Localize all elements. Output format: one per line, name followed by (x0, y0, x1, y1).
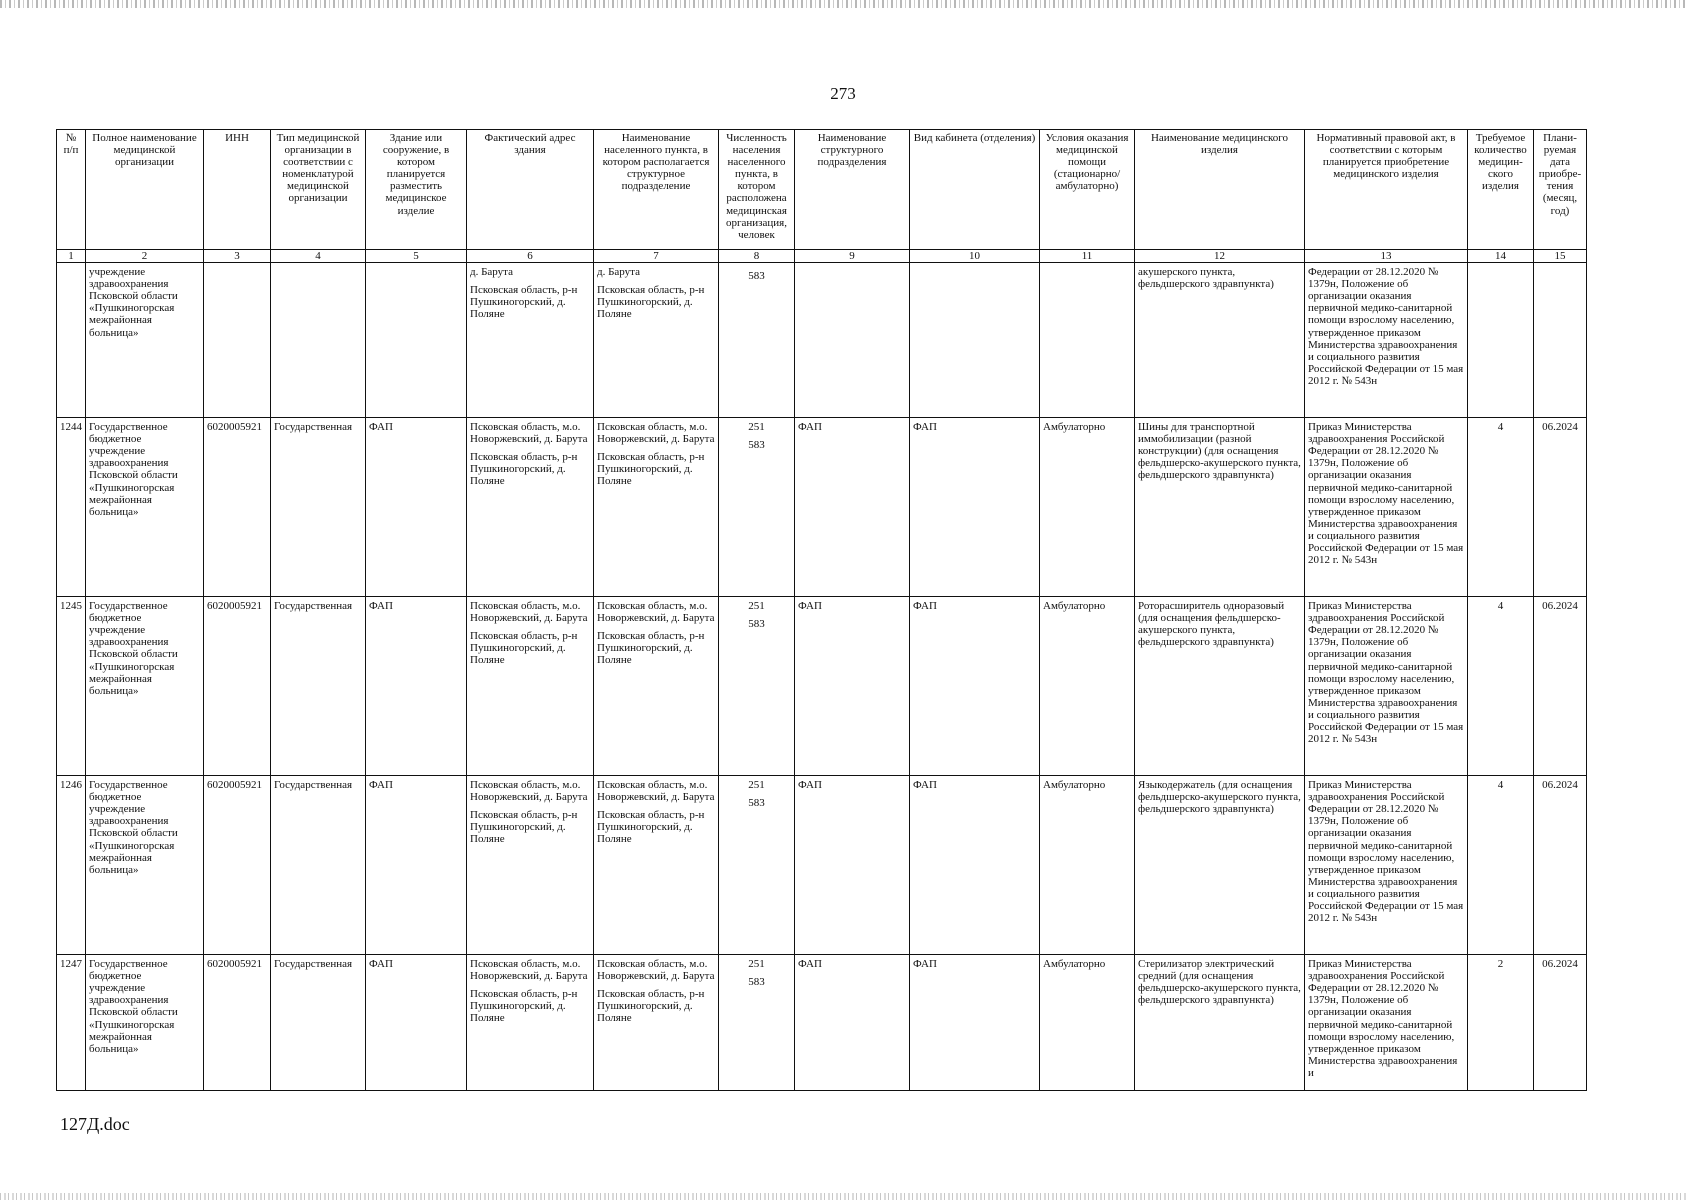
cell-population (719, 263, 795, 418)
cell-unit: ФАП (795, 955, 910, 1091)
cell-type (271, 263, 366, 418)
population-value: 583 (748, 618, 765, 631)
cell-num: 1245 (57, 597, 86, 776)
cell-settlement (594, 263, 719, 418)
column-number: 3 (204, 250, 271, 263)
cell-org: Государственное бюджетное учреждение здравоохранения Псковской области «Пушкиногорская межрайонная больница» (86, 776, 204, 955)
population-value: 583 (748, 270, 765, 283)
cell-conditions: Амбулаторно (1040, 597, 1135, 776)
cell-device: Шины для транспортной иммобилизации (разной конструкции) (для оснащения фельдшерско-акушерского пункта, фельдшерского здравпункта) (1135, 418, 1305, 597)
cell-conditions (1040, 263, 1135, 418)
column-header: Условия оказания медицинской помощи (стационарно/ амбулаторно) (1040, 130, 1135, 250)
cell-conditions: Амбулаторно (1040, 955, 1135, 1091)
cell-date: 06.2024 (1534, 955, 1587, 1091)
settlement-line: д. Барута (597, 266, 640, 279)
cell-unit: ФАП (795, 776, 910, 955)
population-value: 251 (748, 779, 765, 792)
cell-settlement (594, 597, 719, 776)
cell-address (467, 263, 594, 418)
column-number: 5 (366, 250, 467, 263)
cell-conditions: Амбулаторно (1040, 418, 1135, 597)
column-header: Наименование медицинского изделия (1135, 130, 1305, 250)
column-number: 4 (271, 250, 366, 263)
cell-inn: 6020005921 (204, 955, 271, 1091)
settlement-line: Псковская область, м.о. Новоржевский, д. Барута (597, 600, 715, 625)
cell-org: Государственное бюджетное учреждение здравоохранения Псковской области «Пушкиногорская межрайонная больница» (86, 418, 204, 597)
address-line: Псковская область, м.о. Новоржевский, д. Барута (470, 779, 588, 804)
address-line: Псковская область, р-н Пушкиногорский, д. Поляне (470, 809, 578, 846)
cell-address (467, 597, 594, 776)
column-number: 15 (1534, 250, 1587, 263)
cell-room (910, 263, 1040, 418)
table-row (57, 418, 1587, 597)
column-header: Здание или сооружение, в котором планируется разместить медицинское изделие (366, 130, 467, 250)
settlement-line: Псковская область, р-н Пушкиногорский, д. Поляне (597, 284, 705, 321)
cell-legal-act: Приказ Министерства здравоохранения Российской Федерации от 28.12.2020 № 1379н, Положение об организации оказания первичной медико-санитарной помощи взрослому населению, утвержденное приказом Министерства здравоохранения и социального развития Российской Федерации от 15 мая 2012 г. № 543н (1305, 418, 1468, 597)
cell-legal-act: Приказ Министерства здравоохранения Российской Федерации от 28.12.2020 № 1379н, Положение об организации оказания первичной медико-санитарной помощи взрослому населению, утвержденное приказом Министерства здравоохранения и (1305, 955, 1468, 1091)
cell-building: ФАП (366, 776, 467, 955)
population-value: 583 (748, 797, 765, 810)
address-line: Псковская область, м.о. Новоржевский, д. Барута (470, 600, 588, 625)
column-header: № п/п (57, 130, 86, 250)
address-line: Псковская область, р-н Пушкиногорский, д. Поляне (470, 284, 578, 321)
settlement-line: Псковская область, м.о. Новоржевский, д. Барута (597, 779, 715, 804)
column-number: 8 (719, 250, 795, 263)
cell-device: Языкодержатель (для оснащения фельдшерско-акушерского пункта, фельдшерского здравпункта) (1135, 776, 1305, 955)
cell-org: Государственное бюджетное учреждение здравоохранения Псковской области «Пушкиногорская межрайонная больница» (86, 955, 204, 1091)
cell-date: 06.2024 (1534, 597, 1587, 776)
address-line: Псковская область, м.о. Новоржевский, д. Барута (470, 958, 588, 983)
cell-settlement (594, 776, 719, 955)
scan-edge-top (0, 0, 1686, 8)
population-value: 251 (748, 421, 765, 434)
cell-population (719, 418, 795, 597)
cell-population (719, 597, 795, 776)
cell-type: Государственная (271, 955, 366, 1091)
column-header: Вид кабинета (отделения) (910, 130, 1040, 250)
settlement-line: Псковская область, м.о. Новоржевский, д. Барута (597, 958, 715, 983)
cell-date: 06.2024 (1534, 776, 1587, 955)
column-number: 1 (57, 250, 86, 263)
document-filename: 127Д.doc (60, 1114, 130, 1134)
page-number: 273 (830, 84, 856, 103)
cell-inn: 6020005921 (204, 597, 271, 776)
cell-building: ФАП (366, 418, 467, 597)
settlement-line: Псковская область, р-н Пушкиногорский, д. Поляне (597, 630, 705, 667)
population-value: 251 (748, 600, 765, 613)
cell-quantity (1468, 263, 1534, 418)
column-number: 6 (467, 250, 594, 263)
cell-device: Роторасширитель одноразовый (для оснащения фельдшерско-акушерского пункта, фельдшерского здравпункта) (1135, 597, 1305, 776)
column-number: 14 (1468, 250, 1534, 263)
cell-unit: ФАП (795, 597, 910, 776)
cell-settlement (594, 418, 719, 597)
cell-room: ФАП (910, 597, 1040, 776)
cell-device: Стерилизатор электрический средний (для оснащения фельдшерско-акушерского пункта, фельдшерского здравпункта) (1135, 955, 1305, 1091)
address-line: Псковская область, м.о. Новоржевский, д. Барута (470, 421, 588, 446)
address-line: Псковская область, р-н Пушкиногорский, д. Поляне (470, 988, 578, 1025)
cell-device: акушерского пункта, фельдшерского здравпункта) (1135, 263, 1305, 418)
table-row (57, 597, 1587, 776)
column-header: Нормативный правовой акт, в соответствии с которым планируется приобретение медицинского изделия (1305, 130, 1468, 250)
column-number-row (57, 250, 1587, 263)
cell-address (467, 776, 594, 955)
column-number: 7 (594, 250, 719, 263)
column-header: Наименование структурного подразделения (795, 130, 910, 250)
table-row (57, 776, 1587, 955)
settlement-line: Псковская область, р-н Пушкиногорский, д. Поляне (597, 809, 705, 846)
column-number: 9 (795, 250, 910, 263)
column-header: Тип медицинской организации в соответствии с номенклатурой медицинской организации (271, 130, 366, 250)
column-number: 2 (86, 250, 204, 263)
cell-address (467, 955, 594, 1091)
cell-type: Государственная (271, 418, 366, 597)
cell-quantity: 4 (1468, 776, 1534, 955)
cell-unit: ФАП (795, 418, 910, 597)
address-line: д. Барута (470, 266, 513, 279)
cell-org: Государственное бюджетное учреждение здравоохранения Псковской области «Пушкиногорская межрайонная больница» (86, 597, 204, 776)
column-header: Полное наименование медицинской организации (86, 130, 204, 250)
address-line: Псковская область, р-н Пушкиногорский, д. Поляне (470, 630, 578, 667)
cell-room: ФАП (910, 955, 1040, 1091)
cell-room: ФАП (910, 418, 1040, 597)
column-header: Численность населения населенного пункта, в котором расположена медицинская организация, человек (719, 130, 795, 250)
cell-building (366, 263, 467, 418)
cell-unit (795, 263, 910, 418)
scan-edge-bottom (0, 1193, 1686, 1200)
cell-type: Государственная (271, 597, 366, 776)
cell-building: ФАП (366, 955, 467, 1091)
column-number: 10 (910, 250, 1040, 263)
cell-conditions: Амбулаторно (1040, 776, 1135, 955)
column-header: Фактический адрес здания (467, 130, 594, 250)
column-number: 13 (1305, 250, 1468, 263)
settlement-line: Псковская область, р-н Пушкиногорский, д. Поляне (597, 451, 705, 488)
column-header: Требуемое количество медицин-ского изделия (1468, 130, 1534, 250)
address-line: Псковская область, р-н Пушкиногорский, д. Поляне (470, 451, 578, 488)
cell-address (467, 418, 594, 597)
cell-inn: 6020005921 (204, 418, 271, 597)
population-value: 583 (748, 439, 765, 452)
cell-settlement (594, 955, 719, 1091)
cell-population (719, 955, 795, 1091)
table-row (57, 955, 1587, 1091)
cell-num: 1246 (57, 776, 86, 955)
continuation-row (57, 263, 1587, 418)
header-row (57, 130, 1587, 250)
cell-date (1534, 263, 1587, 418)
column-header: Наименование населенного пункта, в котором располагается структурное подразделение (594, 130, 719, 250)
cell-room: ФАП (910, 776, 1040, 955)
cell-legal-act: Приказ Министерства здравоохранения Российской Федерации от 28.12.2020 № 1379н, Положение об организации оказания первичной медико-санитарной помощи взрослому населению, утвержденное приказом Министерства здравоохранения и социального развития Российской Федерации от 15 мая 2012 г. № 543н (1305, 597, 1468, 776)
population-value: 251 (748, 958, 765, 971)
cell-quantity: 4 (1468, 418, 1534, 597)
cell-org: учреждение здравоохранения Псковской области «Пушкиногорская межрайонная больница» (86, 263, 204, 418)
cell-type: Государственная (271, 776, 366, 955)
cell-quantity: 2 (1468, 955, 1534, 1091)
equipment-registry-table (56, 129, 1587, 1091)
cell-legal-act: Приказ Министерства здравоохранения Российской Федерации от 28.12.2020 № 1379н, Положение об организации оказания первичной медико-санитарной помощи взрослому населению, утвержденное приказом Министерства здравоохранения и социального развития Российской Федерации от 15 мая 2012 г. № 543н (1305, 776, 1468, 955)
cell-num: 1247 (57, 955, 86, 1091)
cell-num (57, 263, 86, 418)
cell-quantity: 4 (1468, 597, 1534, 776)
column-header: Плани-руемая дата приобре-тения (месяц, год) (1534, 130, 1587, 250)
cell-legal-act: Федерации от 28.12.2020 № 1379н, Положение об организации оказания первичной медико-санитарной помощи взрослому населению, утвержденное приказом Министерства здравоохранения и социального развития Российской Федерации от 15 мая 2012 г. № 543н (1305, 263, 1468, 418)
column-number: 11 (1040, 250, 1135, 263)
cell-inn: 6020005921 (204, 776, 271, 955)
column-header: ИНН (204, 130, 271, 250)
population-value: 583 (748, 976, 765, 989)
cell-building: ФАП (366, 597, 467, 776)
cell-date: 06.2024 (1534, 418, 1587, 597)
cell-population (719, 776, 795, 955)
settlement-line: Псковская область, р-н Пушкиногорский, д. Поляне (597, 988, 705, 1025)
column-number: 12 (1135, 250, 1305, 263)
cell-num: 1244 (57, 418, 86, 597)
cell-inn (204, 263, 271, 418)
settlement-line: Псковская область, м.о. Новоржевский, д. Барута (597, 421, 715, 446)
